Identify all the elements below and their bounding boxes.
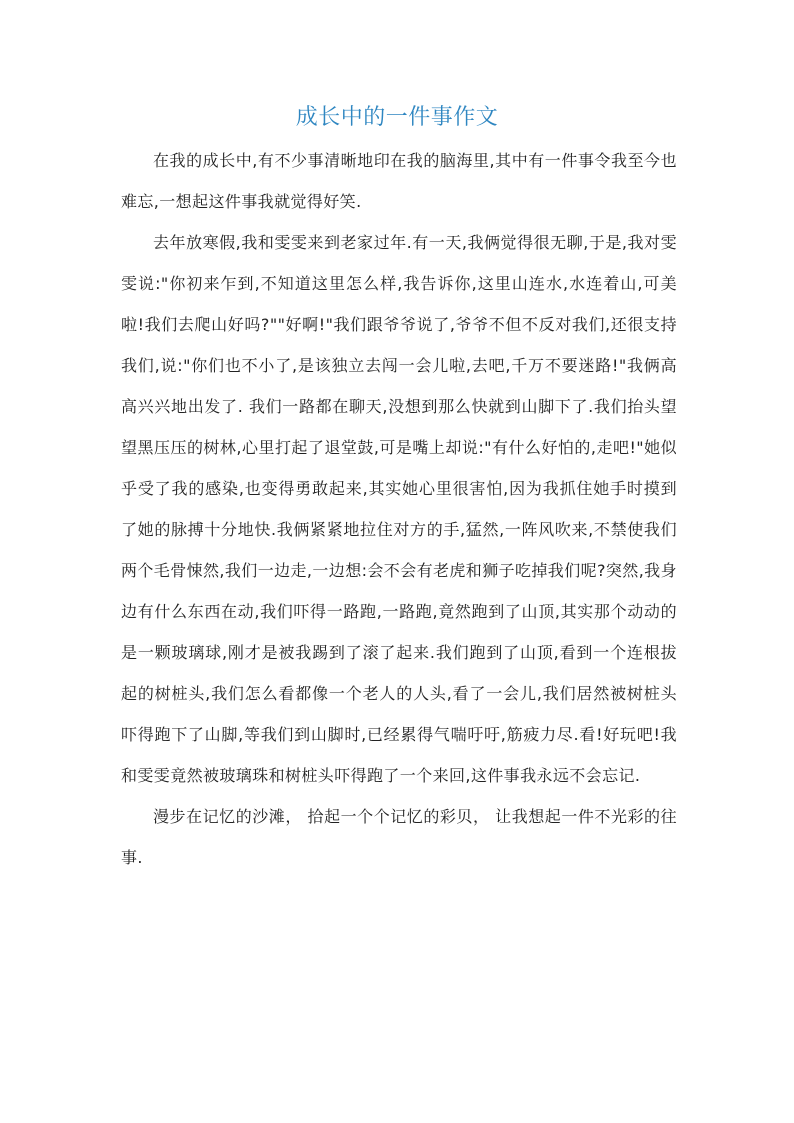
document-title: 成长中的一件事作文	[295, 105, 499, 130]
document-body	[121, 140, 677, 878]
paragraph-closing: 漫步在记忆的沙滩， 拾起一个个记忆的彩贝， 让我想起一件不光彩的往事.	[121, 807, 677, 867]
paragraph-story: 去年放寒假,我和雯雯来到老家过年.有一天,我俩觉得很无聊,于是,我对雯雯说:"你初来乍到,不知道这里怎么样,我告诉你,这里山连水,水连着山,可美啦!我们去爬山好吗?""好啊!"我们跟爷爷说了,爷爷不但不反对我们,还很支持我们,说:"你们也不小了,是该独立去闯一会儿啦,去吧,千万不要迷路!"我俩高高兴兴地出发了. 我们一路都在聊天,没想到那么快就到山脚下了.我们抬头望望黑压压的树林,心里打起了退堂鼓,可是嘴上却说:"有什么好怕的,走吧!"她似乎受了我的感染,也变得勇敢起来,其实她心里很害怕,因为我抓住她手时摸到了她的脉搏十分地快.我俩紧紧地拉住对方的手,猛然,一阵风吹来,不禁使我们两个毛骨悚然,我们一边走,一边想:会不会有老虎和狮子吃掉我们呢?突然,我身边有什么东西在动,我们吓得一路跑,一路跑,竟然跑到了山顶,其实那个动动的是一颗玻璃球,刚才是被我踢到了滚了起来.我们跑到了山顶,看到一个连根拔起的树桩头,我们怎么看都像一个老人的人头,看了一会儿,我们居然被树桩头吓得跑下了山脚,等我们到山脚时,已经累得气喘吁吁,筋疲力尽.看!好玩吧!我和雯雯竟然被玻璃珠和树桩头吓得跑了一个来回,这件事我永远不会忘记.	[121, 233, 677, 785]
paragraph-intro: 在我的成长中,有不少事清晰地印在我的脑海里,其中有一件事令我至今也难忘,一想起这件事我就觉得好笑.	[121, 151, 677, 211]
